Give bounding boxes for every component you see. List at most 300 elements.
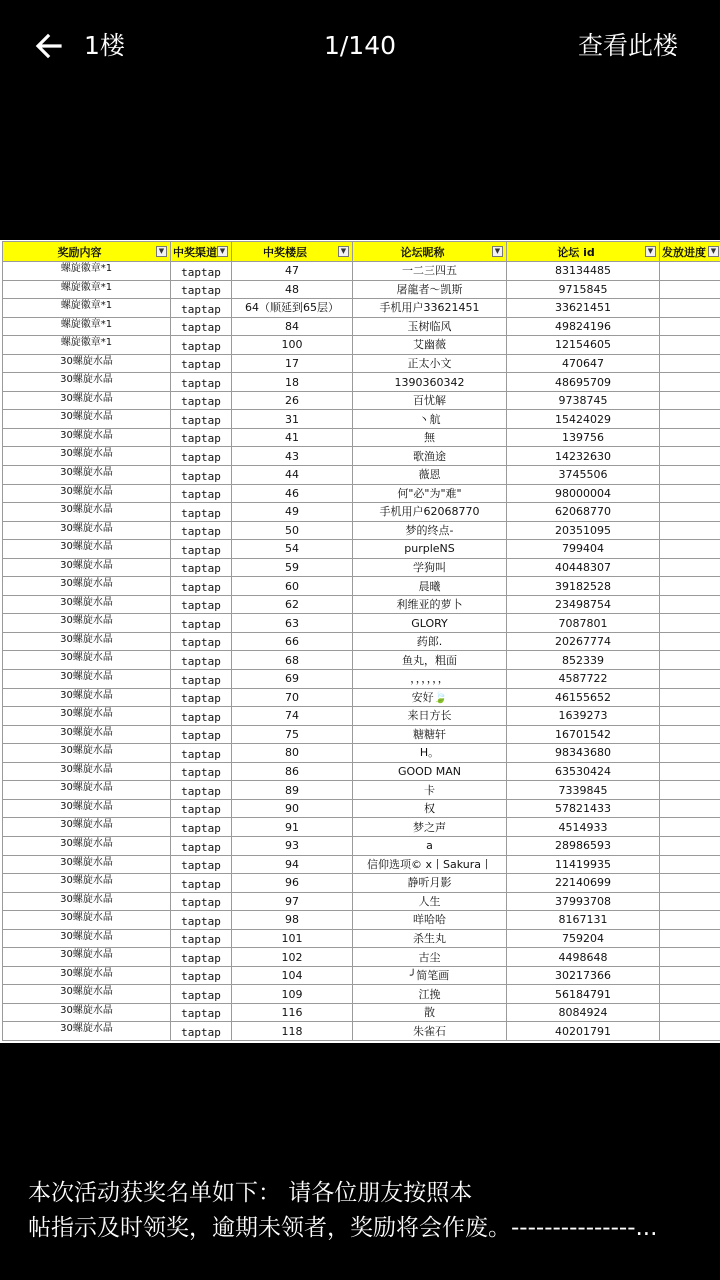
nickname-cell: 咩哈哈 bbox=[353, 911, 507, 930]
user-id-cell: 15424029 bbox=[507, 410, 660, 429]
user-id-cell: 46155652 bbox=[507, 688, 660, 707]
reward-cell: 30螺旋水晶 bbox=[3, 354, 171, 373]
reward-cell: 30螺旋水晶 bbox=[3, 966, 171, 985]
reward-cell: 30螺旋水晶 bbox=[3, 911, 171, 930]
channel-cell: taptap bbox=[171, 651, 232, 670]
nickname-cell: 晨曦 bbox=[353, 577, 507, 596]
progress-cell bbox=[660, 632, 720, 651]
table-row bbox=[3, 948, 720, 967]
nickname-cell: 無 bbox=[353, 428, 507, 447]
floor-cell: 96 bbox=[232, 874, 353, 893]
reward-cell: 30螺旋水晶 bbox=[3, 799, 171, 818]
reward-cell: 30螺旋水晶 bbox=[3, 373, 171, 392]
nickname-cell: 梦之声 bbox=[353, 818, 507, 837]
user-id-cell: 98000004 bbox=[507, 484, 660, 503]
nickname-cell: a bbox=[353, 836, 507, 855]
table-row bbox=[3, 503, 720, 522]
table-row bbox=[3, 966, 720, 985]
floor-cell: 48 bbox=[232, 280, 353, 299]
reward-cell: 30螺旋水晶 bbox=[3, 410, 171, 429]
column-header bbox=[171, 242, 232, 262]
reward-cell: 30螺旋水晶 bbox=[3, 447, 171, 466]
progress-cell bbox=[660, 892, 720, 911]
reward-cell: 30螺旋水晶 bbox=[3, 651, 171, 670]
nickname-cell: 药郎. bbox=[353, 632, 507, 651]
progress-cell bbox=[660, 670, 720, 689]
floor-cell: 104 bbox=[232, 966, 353, 985]
floor-cell: 18 bbox=[232, 373, 353, 392]
progress-cell bbox=[660, 985, 720, 1004]
channel-cell: taptap bbox=[171, 373, 232, 392]
progress-cell bbox=[660, 781, 720, 800]
channel-cell: taptap bbox=[171, 985, 232, 1004]
user-id-cell: 470647 bbox=[507, 354, 660, 373]
floor-cell: 93 bbox=[232, 836, 353, 855]
table-row bbox=[3, 1022, 720, 1041]
reward-cell: 30螺旋水晶 bbox=[3, 595, 171, 614]
table-row bbox=[3, 521, 720, 540]
progress-cell bbox=[660, 855, 720, 874]
channel-cell: taptap bbox=[171, 892, 232, 911]
winners-table bbox=[2, 241, 720, 1041]
table-row bbox=[3, 299, 720, 318]
table-row bbox=[3, 688, 720, 707]
channel-cell: taptap bbox=[171, 1003, 232, 1022]
progress-cell bbox=[660, 391, 720, 410]
user-id-cell: 12154605 bbox=[507, 336, 660, 355]
progress-cell bbox=[660, 540, 720, 559]
nickname-cell: 来日方长 bbox=[353, 707, 507, 726]
table-row bbox=[3, 855, 720, 874]
reward-cell: 30螺旋水晶 bbox=[3, 1003, 171, 1022]
spreadsheet-image bbox=[0, 240, 720, 1043]
floor-cell: 97 bbox=[232, 892, 353, 911]
nickname-cell: 艾幽薇 bbox=[353, 336, 507, 355]
progress-cell bbox=[660, 428, 720, 447]
reward-cell: 30螺旋水晶 bbox=[3, 466, 171, 485]
reward-cell: 30螺旋水晶 bbox=[3, 688, 171, 707]
channel-cell: taptap bbox=[171, 503, 232, 522]
nickname-cell: 1390360342 bbox=[353, 373, 507, 392]
caption-line-1: 本次活动获奖名单如下： 请各位朋友按照本 bbox=[28, 1180, 473, 1206]
filter-dropdown-icon: ▼ bbox=[708, 246, 719, 257]
table-row bbox=[3, 874, 720, 893]
reward-cell: 30螺旋水晶 bbox=[3, 725, 171, 744]
filter-dropdown-icon: ▼ bbox=[645, 246, 656, 257]
reward-cell: 30螺旋水晶 bbox=[3, 577, 171, 596]
column-header bbox=[660, 242, 720, 262]
table-row bbox=[3, 744, 720, 763]
nickname-cell: 朱雀石 bbox=[353, 1022, 507, 1041]
table-row bbox=[3, 540, 720, 559]
progress-cell bbox=[660, 762, 720, 781]
floor-cell: 54 bbox=[232, 540, 353, 559]
filter-dropdown-icon: ▼ bbox=[156, 246, 167, 257]
nickname-cell: 何"必"为"难" bbox=[353, 484, 507, 503]
nickname-cell: 权 bbox=[353, 799, 507, 818]
user-id-cell: 4587722 bbox=[507, 670, 660, 689]
channel-cell: taptap bbox=[171, 299, 232, 318]
nickname-cell: 手机用户33621451 bbox=[353, 299, 507, 318]
progress-cell bbox=[660, 966, 720, 985]
floor-cell: 69 bbox=[232, 670, 353, 689]
column-header-label: 奖励内容 bbox=[57, 245, 102, 259]
floor-cell: 118 bbox=[232, 1022, 353, 1041]
user-id-cell: 9738745 bbox=[507, 391, 660, 410]
user-id-cell: 20267774 bbox=[507, 632, 660, 651]
user-id-cell: 33621451 bbox=[507, 299, 660, 318]
reward-cell: 螺旋徽章*1 bbox=[3, 317, 171, 336]
channel-cell: taptap bbox=[171, 521, 232, 540]
floor-cell: 49 bbox=[232, 503, 353, 522]
floor-cell: 44 bbox=[232, 466, 353, 485]
reward-cell: 30螺旋水晶 bbox=[3, 929, 171, 948]
table-row bbox=[3, 577, 720, 596]
table-row bbox=[3, 911, 720, 930]
floor-cell: 116 bbox=[232, 1003, 353, 1022]
floor-cell: 84 bbox=[232, 317, 353, 336]
floor-label: 1楼 bbox=[84, 31, 125, 60]
user-id-cell: 16701542 bbox=[507, 725, 660, 744]
progress-cell bbox=[660, 373, 720, 392]
channel-cell: taptap bbox=[171, 966, 232, 985]
column-header bbox=[232, 242, 353, 262]
nickname-cell: 利维亚的萝卜 bbox=[353, 595, 507, 614]
reward-cell: 30螺旋水晶 bbox=[3, 1022, 171, 1041]
progress-cell bbox=[660, 577, 720, 596]
table-row bbox=[3, 373, 720, 392]
channel-cell: taptap bbox=[171, 781, 232, 800]
user-id-cell: 20351095 bbox=[507, 521, 660, 540]
table-row bbox=[3, 336, 720, 355]
channel-cell: taptap bbox=[171, 948, 232, 967]
user-id-cell: 83134485 bbox=[507, 262, 660, 281]
progress-cell bbox=[660, 410, 720, 429]
table-header-row bbox=[3, 242, 720, 262]
progress-cell bbox=[660, 317, 720, 336]
column-header-label: 论坛昵称 bbox=[400, 245, 445, 259]
column-header bbox=[353, 242, 507, 262]
channel-cell: taptap bbox=[171, 354, 232, 373]
progress-cell bbox=[660, 874, 720, 893]
channel-cell: taptap bbox=[171, 818, 232, 837]
table-row bbox=[3, 799, 720, 818]
back-button[interactable] bbox=[32, 30, 72, 62]
channel-cell: taptap bbox=[171, 317, 232, 336]
user-id-cell: 57821433 bbox=[507, 799, 660, 818]
reward-cell: 30螺旋水晶 bbox=[3, 484, 171, 503]
reward-cell: 30螺旋水晶 bbox=[3, 818, 171, 837]
nickname-cell: H。 bbox=[353, 744, 507, 763]
table-row bbox=[3, 892, 720, 911]
reward-cell: 30螺旋水晶 bbox=[3, 632, 171, 651]
user-id-cell: 23498754 bbox=[507, 595, 660, 614]
nickname-cell: 玉树临风 bbox=[353, 317, 507, 336]
channel-cell: taptap bbox=[171, 336, 232, 355]
column-header bbox=[3, 242, 171, 262]
user-id-cell: 48695709 bbox=[507, 373, 660, 392]
reward-cell: 30螺旋水晶 bbox=[3, 614, 171, 633]
user-id-cell: 4514933 bbox=[507, 818, 660, 837]
channel-cell: taptap bbox=[171, 874, 232, 893]
table-row bbox=[3, 410, 720, 429]
table-row bbox=[3, 707, 720, 726]
floor-cell: 43 bbox=[232, 447, 353, 466]
channel-cell: taptap bbox=[171, 558, 232, 577]
nickname-cell: 屠龍者～凯斯 bbox=[353, 280, 507, 299]
channel-cell: taptap bbox=[171, 799, 232, 818]
user-id-cell: 40201791 bbox=[507, 1022, 660, 1041]
nickname-cell: 手机用户62068770 bbox=[353, 503, 507, 522]
user-id-cell: 63530424 bbox=[507, 762, 660, 781]
floor-cell: 50 bbox=[232, 521, 353, 540]
reward-cell: 30螺旋水晶 bbox=[3, 707, 171, 726]
nickname-cell: 薇恩 bbox=[353, 466, 507, 485]
floor-cell: 109 bbox=[232, 985, 353, 1004]
reward-cell: 30螺旋水晶 bbox=[3, 521, 171, 540]
user-id-cell: 56184791 bbox=[507, 985, 660, 1004]
table-row bbox=[3, 985, 720, 1004]
nickname-cell: 鱼丸，粗面 bbox=[353, 651, 507, 670]
nickname-cell: 糖糖轩 bbox=[353, 725, 507, 744]
floor-cell: 41 bbox=[232, 428, 353, 447]
table-row bbox=[3, 466, 720, 485]
user-id-cell: 3745506 bbox=[507, 466, 660, 485]
channel-cell: taptap bbox=[171, 725, 232, 744]
table-row bbox=[3, 929, 720, 948]
progress-cell bbox=[660, 929, 720, 948]
floor-cell: 74 bbox=[232, 707, 353, 726]
table-row bbox=[3, 614, 720, 633]
progress-cell bbox=[660, 521, 720, 540]
channel-cell: taptap bbox=[171, 540, 232, 559]
user-id-cell: 22140699 bbox=[507, 874, 660, 893]
column-header bbox=[507, 242, 660, 262]
reward-cell: 30螺旋水晶 bbox=[3, 985, 171, 1004]
reward-cell: 螺旋徽章*1 bbox=[3, 299, 171, 318]
nickname-cell: 杀生丸 bbox=[353, 929, 507, 948]
user-id-cell: 14232630 bbox=[507, 447, 660, 466]
progress-cell bbox=[660, 503, 720, 522]
filter-dropdown-icon: ▼ bbox=[338, 246, 349, 257]
floor-cell: 62 bbox=[232, 595, 353, 614]
floor-cell: 59 bbox=[232, 558, 353, 577]
floor-cell: 90 bbox=[232, 799, 353, 818]
reward-cell: 30螺旋水晶 bbox=[3, 558, 171, 577]
progress-cell bbox=[660, 614, 720, 633]
floor-cell: 17 bbox=[232, 354, 353, 373]
channel-cell: taptap bbox=[171, 614, 232, 633]
progress-cell bbox=[660, 595, 720, 614]
nickname-cell: 正太小文 bbox=[353, 354, 507, 373]
channel-cell: taptap bbox=[171, 855, 232, 874]
table-row bbox=[3, 391, 720, 410]
channel-cell: taptap bbox=[171, 391, 232, 410]
channel-cell: taptap bbox=[171, 410, 232, 429]
reward-cell: 30螺旋水晶 bbox=[3, 874, 171, 893]
channel-cell: taptap bbox=[171, 447, 232, 466]
floor-cell: 75 bbox=[232, 725, 353, 744]
progress-cell bbox=[660, 744, 720, 763]
table-row bbox=[3, 818, 720, 837]
reward-cell: 30螺旋水晶 bbox=[3, 855, 171, 874]
reward-cell: 30螺旋水晶 bbox=[3, 391, 171, 410]
progress-cell bbox=[660, 818, 720, 837]
progress-cell bbox=[660, 280, 720, 299]
channel-cell: taptap bbox=[171, 929, 232, 948]
channel-cell: taptap bbox=[171, 466, 232, 485]
floor-cell: 94 bbox=[232, 855, 353, 874]
user-id-cell: 37993708 bbox=[507, 892, 660, 911]
nickname-cell: 百忧解 bbox=[353, 391, 507, 410]
nickname-cell: 江挽 bbox=[353, 985, 507, 1004]
user-id-cell: 40448307 bbox=[507, 558, 660, 577]
floor-cell: 31 bbox=[232, 410, 353, 429]
channel-cell: taptap bbox=[171, 762, 232, 781]
table-row bbox=[3, 781, 720, 800]
floor-cell: 101 bbox=[232, 929, 353, 948]
table-row bbox=[3, 558, 720, 577]
channel-cell: taptap bbox=[171, 836, 232, 855]
floor-cell: 86 bbox=[232, 762, 353, 781]
floor-cell: 89 bbox=[232, 781, 353, 800]
channel-cell: taptap bbox=[171, 688, 232, 707]
channel-cell: taptap bbox=[171, 262, 232, 281]
user-id-cell: 8167131 bbox=[507, 911, 660, 930]
progress-cell bbox=[660, 466, 720, 485]
progress-cell bbox=[660, 354, 720, 373]
reward-cell: 30螺旋水晶 bbox=[3, 540, 171, 559]
nickname-cell: 梦的终点- bbox=[353, 521, 507, 540]
progress-cell bbox=[660, 799, 720, 818]
user-id-cell: 799404 bbox=[507, 540, 660, 559]
floor-cell: 102 bbox=[232, 948, 353, 967]
column-header-label: 发放进度 bbox=[662, 245, 706, 259]
nickname-cell: GLORY bbox=[353, 614, 507, 633]
progress-cell bbox=[660, 725, 720, 744]
floor-cell: 70 bbox=[232, 688, 353, 707]
nickname-cell: 学狗叫 bbox=[353, 558, 507, 577]
progress-cell bbox=[660, 484, 720, 503]
column-header-label: 中奖楼层 bbox=[263, 245, 307, 259]
progress-cell bbox=[660, 948, 720, 967]
filter-dropdown-icon: ▼ bbox=[492, 246, 503, 257]
reward-cell: 30螺旋水晶 bbox=[3, 428, 171, 447]
channel-cell: taptap bbox=[171, 670, 232, 689]
floor-cell: 46 bbox=[232, 484, 353, 503]
progress-cell bbox=[660, 262, 720, 281]
channel-cell: taptap bbox=[171, 484, 232, 503]
progress-cell bbox=[660, 688, 720, 707]
nickname-cell: 丶航 bbox=[353, 410, 507, 429]
table-row bbox=[3, 317, 720, 336]
table-row bbox=[3, 1003, 720, 1022]
progress-cell bbox=[660, 447, 720, 466]
user-id-cell: 49824196 bbox=[507, 317, 660, 336]
progress-cell bbox=[660, 836, 720, 855]
reward-cell: 螺旋徽章*1 bbox=[3, 336, 171, 355]
reward-cell: 30螺旋水晶 bbox=[3, 503, 171, 522]
reward-cell: 螺旋徽章*1 bbox=[3, 280, 171, 299]
nickname-cell: ，，，，，， bbox=[353, 670, 507, 689]
table-row bbox=[3, 262, 720, 281]
view-this-floor-button[interactable]: 查看此楼 bbox=[577, 31, 678, 60]
table-row bbox=[3, 651, 720, 670]
channel-cell: taptap bbox=[171, 280, 232, 299]
reward-cell: 30螺旋水晶 bbox=[3, 948, 171, 967]
progress-cell bbox=[660, 336, 720, 355]
top-bar bbox=[0, 0, 720, 92]
progress-cell bbox=[660, 911, 720, 930]
table-row bbox=[3, 595, 720, 614]
reward-cell: 螺旋徽章*1 bbox=[3, 262, 171, 281]
user-id-cell: 852339 bbox=[507, 651, 660, 670]
user-id-cell: 62068770 bbox=[507, 503, 660, 522]
nickname-cell: 一二三四五 bbox=[353, 262, 507, 281]
page-counter: 1/140 bbox=[323, 31, 397, 60]
progress-cell bbox=[660, 707, 720, 726]
floor-cell: 26 bbox=[232, 391, 353, 410]
table-row bbox=[3, 725, 720, 744]
arrow-left-icon bbox=[32, 30, 64, 62]
progress-cell bbox=[660, 299, 720, 318]
table-row bbox=[3, 632, 720, 651]
user-id-cell: 28986593 bbox=[507, 836, 660, 855]
user-id-cell: 8084924 bbox=[507, 1003, 660, 1022]
nickname-cell: ╯简笔画 bbox=[353, 966, 507, 985]
progress-cell bbox=[660, 1022, 720, 1041]
progress-cell bbox=[660, 651, 720, 670]
channel-cell: taptap bbox=[171, 428, 232, 447]
reward-cell: 30螺旋水晶 bbox=[3, 892, 171, 911]
table-row bbox=[3, 484, 720, 503]
progress-cell bbox=[660, 558, 720, 577]
channel-cell: taptap bbox=[171, 744, 232, 763]
user-id-cell: 139756 bbox=[507, 428, 660, 447]
nickname-cell: 安好🍃 bbox=[353, 688, 507, 707]
table-row bbox=[3, 428, 720, 447]
reward-cell: 30螺旋水晶 bbox=[3, 762, 171, 781]
nickname-cell: 信仰选项© x丨Sakura丨 bbox=[353, 855, 507, 874]
user-id-cell: 39182528 bbox=[507, 577, 660, 596]
channel-cell: taptap bbox=[171, 707, 232, 726]
user-id-cell: 4498648 bbox=[507, 948, 660, 967]
user-id-cell: 9715845 bbox=[507, 280, 660, 299]
nickname-cell: 歌渔途 bbox=[353, 447, 507, 466]
table-row bbox=[3, 762, 720, 781]
channel-cell: taptap bbox=[171, 632, 232, 651]
table-row bbox=[3, 354, 720, 373]
floor-cell: 64（顺延到65层） bbox=[232, 299, 353, 318]
table-row bbox=[3, 447, 720, 466]
nickname-cell: GOOD MAN bbox=[353, 762, 507, 781]
user-id-cell: 1639273 bbox=[507, 707, 660, 726]
user-id-cell: 11419935 bbox=[507, 855, 660, 874]
nickname-cell: 人生 bbox=[353, 892, 507, 911]
floor-cell: 91 bbox=[232, 818, 353, 837]
caption-line-2: 帖指示及时领奖，逾期未领者，奖励将会作废。---------------... bbox=[28, 1215, 658, 1241]
channel-cell: taptap bbox=[171, 595, 232, 614]
reward-cell: 30螺旋水晶 bbox=[3, 744, 171, 763]
post-caption[interactable] bbox=[28, 1176, 698, 1246]
table-row bbox=[3, 670, 720, 689]
progress-cell bbox=[660, 1003, 720, 1022]
channel-cell: taptap bbox=[171, 577, 232, 596]
user-id-cell: 7339845 bbox=[507, 781, 660, 800]
user-id-cell: 30217366 bbox=[507, 966, 660, 985]
floor-cell: 100 bbox=[232, 336, 353, 355]
floor-cell: 63 bbox=[232, 614, 353, 633]
